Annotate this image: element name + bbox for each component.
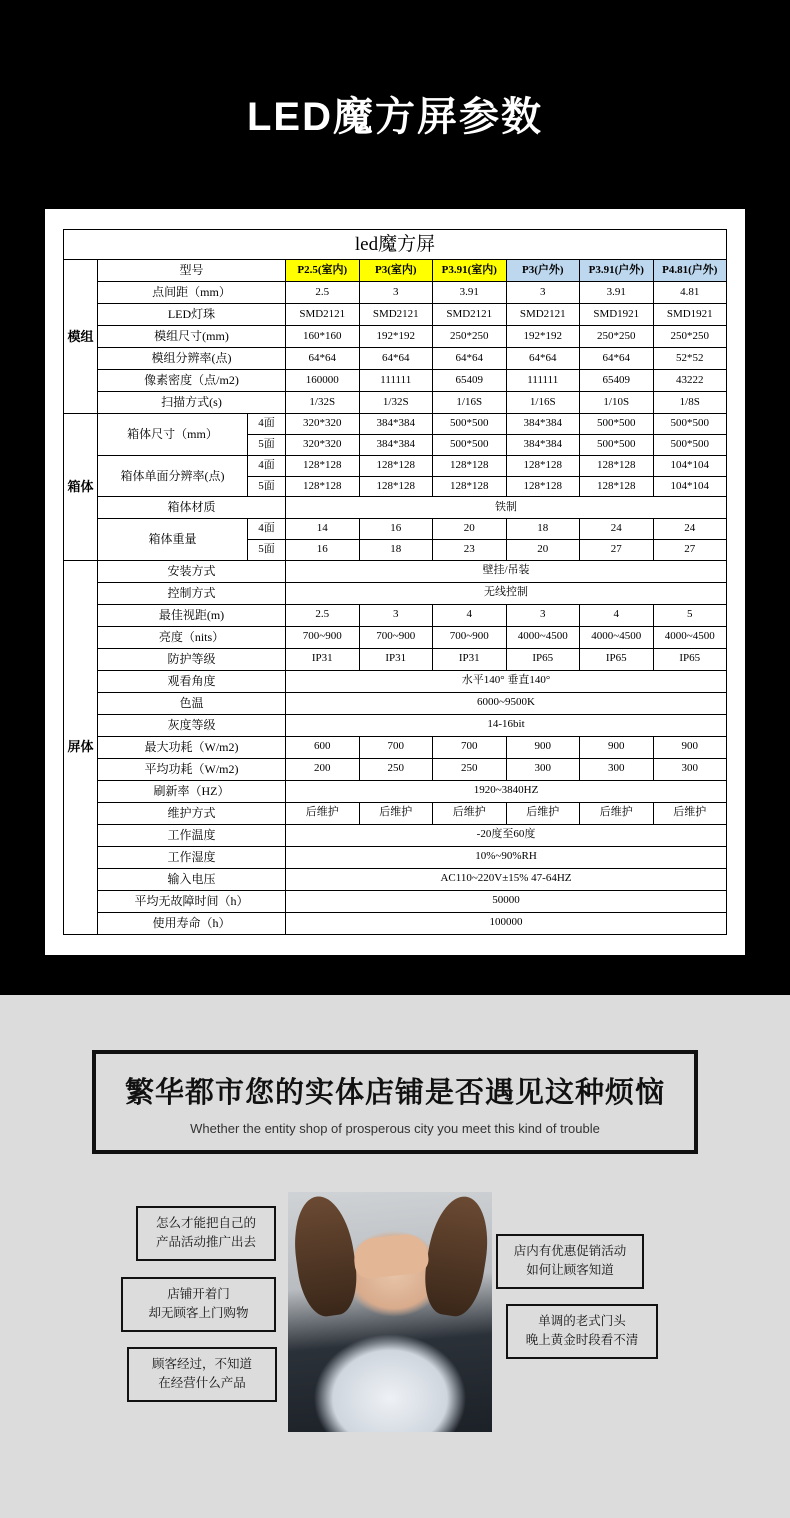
cell-merged: 无线控制	[286, 582, 727, 604]
cell: 后维护	[506, 802, 580, 824]
cell-merged: 100000	[286, 912, 727, 934]
table-row	[64, 626, 727, 648]
cell: 250*250	[653, 326, 727, 348]
cell: IP31	[286, 648, 360, 670]
row-label: 箱体材质	[98, 497, 286, 519]
table-row	[64, 604, 727, 626]
row-label: LED灯珠	[98, 304, 286, 326]
row-label: 平均功耗（W/m2)	[98, 758, 286, 780]
callout-line: 如何让顾客知道	[526, 1263, 614, 1278]
cell: 128*128	[580, 455, 654, 476]
row-label: 安装方式	[98, 560, 286, 582]
cell: 后维护	[433, 802, 507, 824]
row-label: 观看角度	[98, 670, 286, 692]
cell: 128*128	[433, 455, 507, 476]
cell: 320*320	[286, 435, 360, 456]
table-row	[64, 868, 727, 890]
cell: 64*64	[359, 348, 433, 370]
cell: SMD2121	[286, 304, 360, 326]
table-row	[64, 802, 727, 824]
row-label: 工作温度	[98, 824, 286, 846]
product-detail-page	[0, 27, 790, 1518]
row-label: 箱体单面分辨率(点)	[98, 455, 248, 497]
cell: 104*104	[653, 455, 727, 476]
cell: 128*128	[359, 455, 433, 476]
cell: 16	[286, 540, 360, 561]
column-header: P4.81(户外)	[653, 260, 727, 282]
row-sublabel: 5面	[248, 476, 286, 497]
cell: 700	[359, 736, 433, 758]
cell: 27	[580, 540, 654, 561]
row-label: 箱体尺寸（mm）	[98, 414, 248, 456]
cell: 160*160	[286, 326, 360, 348]
cell: 500*500	[653, 414, 727, 435]
cell: SMD2121	[359, 304, 433, 326]
cell: 18	[359, 540, 433, 561]
cell: 64*64	[580, 348, 654, 370]
row-label: 最佳视距(m)	[98, 604, 286, 626]
cell: 128*128	[359, 476, 433, 497]
callout-line: 产品活动推广出去	[155, 1235, 256, 1250]
cell: 3	[359, 604, 433, 626]
row-label: 工作湿度	[98, 846, 286, 868]
cell: 64*64	[286, 348, 360, 370]
cell: 160000	[286, 370, 360, 392]
row-label: 最大功耗（W/m2)	[98, 736, 286, 758]
cell: 500*500	[433, 414, 507, 435]
row-label: 维护方式	[98, 802, 286, 824]
row-label: 使用寿命（h）	[98, 912, 286, 934]
cell: 128*128	[286, 455, 360, 476]
table-row	[64, 519, 727, 540]
table-caption-row	[64, 229, 727, 260]
row-sublabel: 5面	[248, 435, 286, 456]
cell: 900	[653, 736, 727, 758]
cell: 1/10S	[580, 392, 654, 414]
table-row	[64, 846, 727, 868]
cell: 5	[653, 604, 727, 626]
cell: SMD2121	[506, 304, 580, 326]
cell: 300	[653, 758, 727, 780]
table-row	[64, 304, 727, 326]
cell: 104*104	[653, 476, 727, 497]
cell: IP31	[433, 648, 507, 670]
cell: 16	[359, 519, 433, 540]
cell: 500*500	[580, 414, 654, 435]
cell: 128*128	[286, 476, 360, 497]
callout-line: 在经营什么产品	[158, 1376, 246, 1391]
cell: SMD2121	[433, 304, 507, 326]
frustrated-woman-photo	[288, 1192, 492, 1432]
spec-table-frame	[45, 209, 745, 955]
callout-1	[136, 1206, 276, 1261]
cell: 64*64	[506, 348, 580, 370]
cell: 4000~4500	[506, 626, 580, 648]
cell: 700~900	[433, 626, 507, 648]
cell-merged: 1920~3840HZ	[286, 780, 727, 802]
cell: 2.5	[286, 282, 360, 304]
cell: 128*128	[580, 476, 654, 497]
table-row	[64, 326, 727, 348]
table-row	[64, 582, 727, 604]
callout-3	[127, 1347, 277, 1402]
cell: 128*128	[506, 455, 580, 476]
table-row	[64, 455, 727, 476]
table-row	[64, 780, 727, 802]
table-row	[64, 912, 727, 934]
cell: 4.81	[653, 282, 727, 304]
callout-5	[506, 1304, 658, 1359]
table-row	[64, 348, 727, 370]
table-row	[64, 497, 727, 519]
cell: 3	[506, 604, 580, 626]
section-footer-spacer	[0, 1442, 790, 1478]
callout-line: 却无顾客上门购物	[148, 1306, 249, 1321]
column-header: P2.5(室内)	[286, 260, 360, 282]
cell: 384*384	[506, 435, 580, 456]
cell: 192*192	[359, 326, 433, 348]
cell: 3	[359, 282, 433, 304]
cell: 200	[286, 758, 360, 780]
cell-merged: 6000~9500K	[286, 692, 727, 714]
cell: SMD1921	[580, 304, 654, 326]
cell: IP65	[506, 648, 580, 670]
cell: 20	[433, 519, 507, 540]
cell: 700~900	[286, 626, 360, 648]
row-label: 平均无故障时间（h）	[98, 890, 286, 912]
spec-section	[0, 27, 790, 995]
photo-hand	[352, 1232, 430, 1280]
cell: 300	[506, 758, 580, 780]
cell-merged: 14-16bit	[286, 714, 727, 736]
row-label: 刷新率（HZ）	[98, 780, 286, 802]
table-row	[64, 392, 727, 414]
cell: 2.5	[286, 604, 360, 626]
cell-merged: 铁制	[286, 497, 727, 519]
cell: 24	[580, 519, 654, 540]
cell: 3.91	[433, 282, 507, 304]
cell: 20	[506, 540, 580, 561]
cell: 500*500	[580, 435, 654, 456]
row-label: 型号	[98, 260, 286, 282]
cell: 后维护	[286, 802, 360, 824]
cell: 43222	[653, 370, 727, 392]
column-header: P3(户外)	[506, 260, 580, 282]
callout-2	[121, 1277, 276, 1332]
callout-line: 怎么才能把自己的	[155, 1215, 256, 1230]
table-row	[64, 260, 727, 282]
cell: 128*128	[506, 476, 580, 497]
cell: 后维护	[580, 802, 654, 824]
cell-merged: 50000	[286, 890, 727, 912]
cell: 52*52	[653, 348, 727, 370]
table-row	[64, 370, 727, 392]
cell: 1/32S	[359, 392, 433, 414]
group-label-screen: 屏体	[64, 560, 98, 934]
cell: 250*250	[433, 326, 507, 348]
cell: 250	[433, 758, 507, 780]
cell: 384*384	[506, 414, 580, 435]
cell: 250*250	[580, 326, 654, 348]
row-label: 灰度等级	[98, 714, 286, 736]
cell: 65409	[580, 370, 654, 392]
row-sublabel: 4面	[248, 455, 286, 476]
cell: IP65	[580, 648, 654, 670]
table-row	[64, 890, 727, 912]
cell: 后维护	[653, 802, 727, 824]
cell: 500*500	[653, 435, 727, 456]
cell: 18	[506, 519, 580, 540]
column-header: P3(室内)	[359, 260, 433, 282]
cell: 320*320	[286, 414, 360, 435]
row-label: 色温	[98, 692, 286, 714]
row-label: 输入电压	[98, 868, 286, 890]
cell: 700~900	[359, 626, 433, 648]
pain-heading-cn: 繁华都市您的实体店铺是否遇见这种烦恼	[124, 1076, 665, 1109]
row-label: 扫描方式(s)	[98, 392, 286, 414]
photo-hair-left	[288, 1192, 362, 1319]
group-label-cabinet: 箱体	[64, 414, 98, 561]
row-sublabel: 5面	[248, 540, 286, 561]
table-row	[64, 824, 727, 846]
row-label: 箱体重量	[98, 519, 248, 561]
cell: 250	[359, 758, 433, 780]
row-label: 亮度（nits）	[98, 626, 286, 648]
pain-body	[0, 1192, 790, 1442]
callout-line: 顾客经过，不知道	[151, 1356, 252, 1371]
table-caption: led魔方屏	[64, 229, 727, 260]
cell-merged: -20度至60度	[286, 824, 727, 846]
cell: 500*500	[433, 435, 507, 456]
table-row	[64, 648, 727, 670]
cell: 700	[433, 736, 507, 758]
table-row	[64, 414, 727, 435]
callout-line: 店内有优惠促销活动	[513, 1243, 627, 1258]
cell: 3	[506, 282, 580, 304]
cell: 111111	[359, 370, 433, 392]
callout-4	[496, 1234, 644, 1289]
cell: 后维护	[359, 802, 433, 824]
cell: 1/8S	[653, 392, 727, 414]
pain-heading-en: Whether the entity shop of prosperous city you meet this kind of trouble	[190, 1120, 600, 1136]
table-row	[64, 758, 727, 780]
cell: 384*384	[359, 435, 433, 456]
cell: 384*384	[359, 414, 433, 435]
cell: 4000~4500	[653, 626, 727, 648]
cell: IP65	[653, 648, 727, 670]
cell: 1/32S	[286, 392, 360, 414]
cell: 111111	[506, 370, 580, 392]
cell: 300	[580, 758, 654, 780]
spec-table	[63, 229, 727, 935]
cell: 27	[653, 540, 727, 561]
pain-point-section	[0, 995, 790, 1518]
table-row	[64, 714, 727, 736]
group-label-module: 模组	[64, 260, 98, 414]
table-row	[64, 282, 727, 304]
row-label: 防护等级	[98, 648, 286, 670]
cell: 4000~4500	[580, 626, 654, 648]
table-row	[64, 560, 727, 582]
table-row	[64, 692, 727, 714]
cell: 3.91	[580, 282, 654, 304]
row-sublabel: 4面	[248, 414, 286, 435]
column-header: P3.91(室内)	[433, 260, 507, 282]
callout-line: 单调的老式门头	[538, 1313, 626, 1328]
cell-merged: 壁挂/吊装	[286, 560, 727, 582]
cell: 23	[433, 540, 507, 561]
callout-line: 晚上黄金时段看不清	[525, 1333, 639, 1348]
table-row	[64, 736, 727, 758]
cell: 64*64	[433, 348, 507, 370]
cell: 4	[580, 604, 654, 626]
cell: IP31	[359, 648, 433, 670]
cell: 4	[433, 604, 507, 626]
cell-merged: AC110~220V±15% 47-64HZ	[286, 868, 727, 890]
cell-merged: 水平140° 垂直140°	[286, 670, 727, 692]
pain-heading-box	[92, 1050, 698, 1154]
cell: 900	[506, 736, 580, 758]
row-sublabel: 4面	[248, 519, 286, 540]
cell: 14	[286, 519, 360, 540]
cell-merged: 10%~90%RH	[286, 846, 727, 868]
cell: 65409	[433, 370, 507, 392]
photo-hair-right	[419, 1192, 492, 1320]
cell: SMD1921	[653, 304, 727, 326]
column-header: P3.91(户外)	[580, 260, 654, 282]
cell: 1/16S	[506, 392, 580, 414]
cell: 192*192	[506, 326, 580, 348]
row-label: 模组尺寸(mm)	[98, 326, 286, 348]
cell: 128*128	[433, 476, 507, 497]
row-label: 像素密度（点/m2)	[98, 370, 286, 392]
row-label: 点间距（mm）	[98, 282, 286, 304]
cell: 1/16S	[433, 392, 507, 414]
cell: 900	[580, 736, 654, 758]
page-title: LED魔方屏参数	[247, 94, 543, 139]
cell: 600	[286, 736, 360, 758]
cell: 24	[653, 519, 727, 540]
row-label: 控制方式	[98, 582, 286, 604]
table-row	[64, 670, 727, 692]
callout-line: 店铺开着门	[167, 1286, 230, 1301]
row-label: 模组分辨率(点)	[98, 348, 286, 370]
